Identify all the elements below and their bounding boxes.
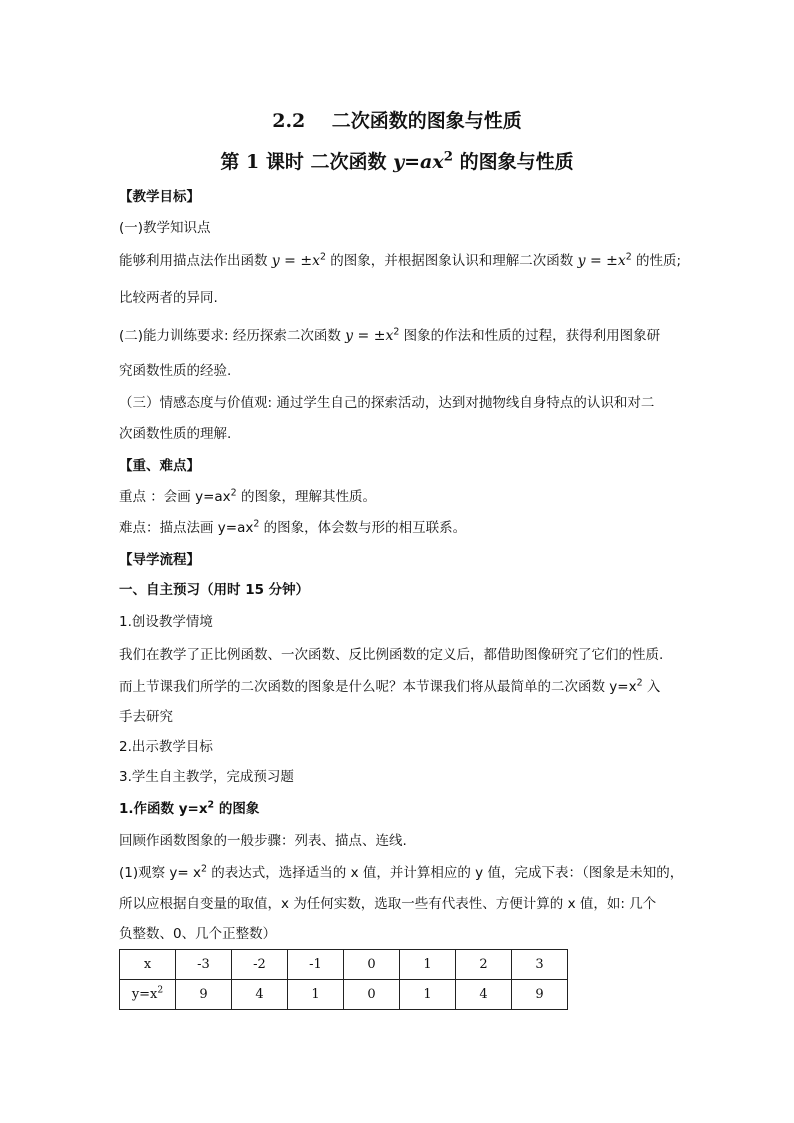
exponent: 2 [253, 518, 260, 530]
value-table [119, 949, 568, 1010]
table-cell: 0 [344, 980, 400, 1010]
review-steps: 回顾作函数图象的一般步骤：列表、描点、连线. [119, 833, 407, 849]
exponent: 2 [393, 326, 400, 338]
knowledge-text-line1 [119, 252, 681, 270]
emotion-text-line2: 次函数性质的理解. [119, 426, 232, 442]
table-header-y [120, 980, 176, 1010]
table-header-y-text: y=x [131, 987, 158, 1002]
knowledge-part-b: 的图象，并根据图象认识和理解二次函数 [325, 253, 578, 269]
difficult-point-text [119, 519, 466, 537]
table-cell: 2 [456, 950, 512, 980]
item-show-goals: 2.出示教学目标 [119, 739, 213, 755]
context-para-line1: 我们在教学了正比例函数、一次函数、反比例函数的定义后，都借助图像研究了它们的性质. [119, 647, 664, 663]
exponent: 2 [319, 251, 326, 263]
context-para-line2-a: 而上节课我们所学的二次函数的图象是什么呢？本节课我们将从最简单的二次函数 y=x [119, 679, 637, 695]
table-cell: -1 [288, 950, 344, 980]
knowledge-part-a: 能够利用描点法作出函数 [119, 253, 272, 269]
formula-pm-x2: y = ±x [577, 253, 626, 269]
task-draw-graph [119, 800, 259, 818]
key-point-text [119, 488, 376, 506]
table-cell: 4 [456, 980, 512, 1010]
task-draw-graph-b: 的图象 [214, 801, 260, 817]
sub-title-exponent: 2 [443, 149, 453, 165]
section-self-study: 一、自主预习（用时 15 分钟） [119, 582, 310, 598]
context-para-line2 [119, 678, 660, 696]
main-title [0, 106, 794, 133]
key-point-part-a: 重点 ：会画 y=ax [119, 489, 231, 505]
knowledge-text-line2: 比较两者的异同. [119, 290, 218, 306]
objectives-heading: 【教学目标】 [119, 189, 200, 205]
knowledge-label: (一)教学知识点 [119, 220, 211, 236]
table-cell: 4 [232, 980, 288, 1010]
task-draw-graph-a: 1.作函数 y=x [119, 801, 208, 817]
table-cell: 1 [400, 950, 456, 980]
table-cell: 3 [512, 950, 568, 980]
exponent: 2 [625, 251, 632, 263]
table-cell: 9 [512, 980, 568, 1010]
table-cell: 0 [344, 950, 400, 980]
table-cell: 1 [400, 980, 456, 1010]
difficult-point-part-b: 的图象，体会数与形的相互联系。 [259, 520, 467, 536]
section-title: 二次函数的图象与性质 [331, 110, 522, 132]
table-cell: 9 [176, 980, 232, 1010]
item-create-context: 1.创设教学情境 [119, 614, 213, 630]
ability-part-b: 图象的作法和性质的过程，获得利用图象研 [399, 328, 661, 344]
table-cell: -3 [176, 950, 232, 980]
sub-title-suffix: 的图象与性质 [452, 151, 574, 173]
exponent: 2 [201, 863, 208, 875]
context-para-line3: 手去研究 [119, 709, 173, 725]
section-number: 2.2 [272, 110, 306, 132]
formula-pm-x2: y = ±x [271, 253, 320, 269]
table-cell: 1 [288, 980, 344, 1010]
observe-line1-b: 的表达式，选择适当的 x 值，并计算相应的 y 值，完成下表：（图象是未知的， [207, 865, 684, 881]
difficult-point-part-a: 难点：描点法画 y=ax [119, 520, 254, 536]
emotion-text-line1: （三）情感态度与价值观: 通过学生自己的探索活动，达到对抛物线自身特点的认识和对二 [119, 395, 655, 411]
observe-line2: 所以应根据自变量的取值，x 为任何实数，选取一些有代表性、方便计算的 x 值，如: 几个 [119, 896, 657, 912]
sub-title-formula: y=ax [393, 151, 444, 173]
process-heading: 【导学流程】 [119, 552, 200, 568]
observe-line1 [119, 864, 683, 882]
exponent: 2 [230, 487, 237, 499]
exponent: 2 [636, 677, 643, 689]
item-self-study: 3.学生自主教学，完成预习题 [119, 769, 294, 785]
knowledge-part-c: 的性质; [631, 253, 682, 269]
table-header-x: x [120, 950, 176, 980]
table-cell: -2 [232, 950, 288, 980]
formula-pm-x2: y = ±x [345, 328, 394, 344]
observe-line3: 负整数、0、几个正整数） [119, 926, 277, 942]
context-para-line2-b: 入 [642, 679, 661, 695]
exponent: 2 [157, 985, 164, 996]
table-row [120, 980, 568, 1010]
keypoints-heading: 【重、难点】 [119, 458, 200, 474]
sub-title [0, 147, 794, 174]
sub-title-prefix: 第 1 课时 二次函数 [220, 151, 394, 173]
exponent: 2 [207, 799, 215, 811]
ability-text-line2: 究函数性质的经验. [119, 363, 232, 379]
observe-line1-a: (1)观察 y= x [119, 865, 201, 881]
key-point-part-b: 的图象，理解其性质。 [236, 489, 376, 505]
table-row [120, 950, 568, 980]
ability-text-line1 [119, 327, 660, 345]
ability-part-a: (二)能力训练要求: 经历探索二次函数 [119, 328, 346, 344]
